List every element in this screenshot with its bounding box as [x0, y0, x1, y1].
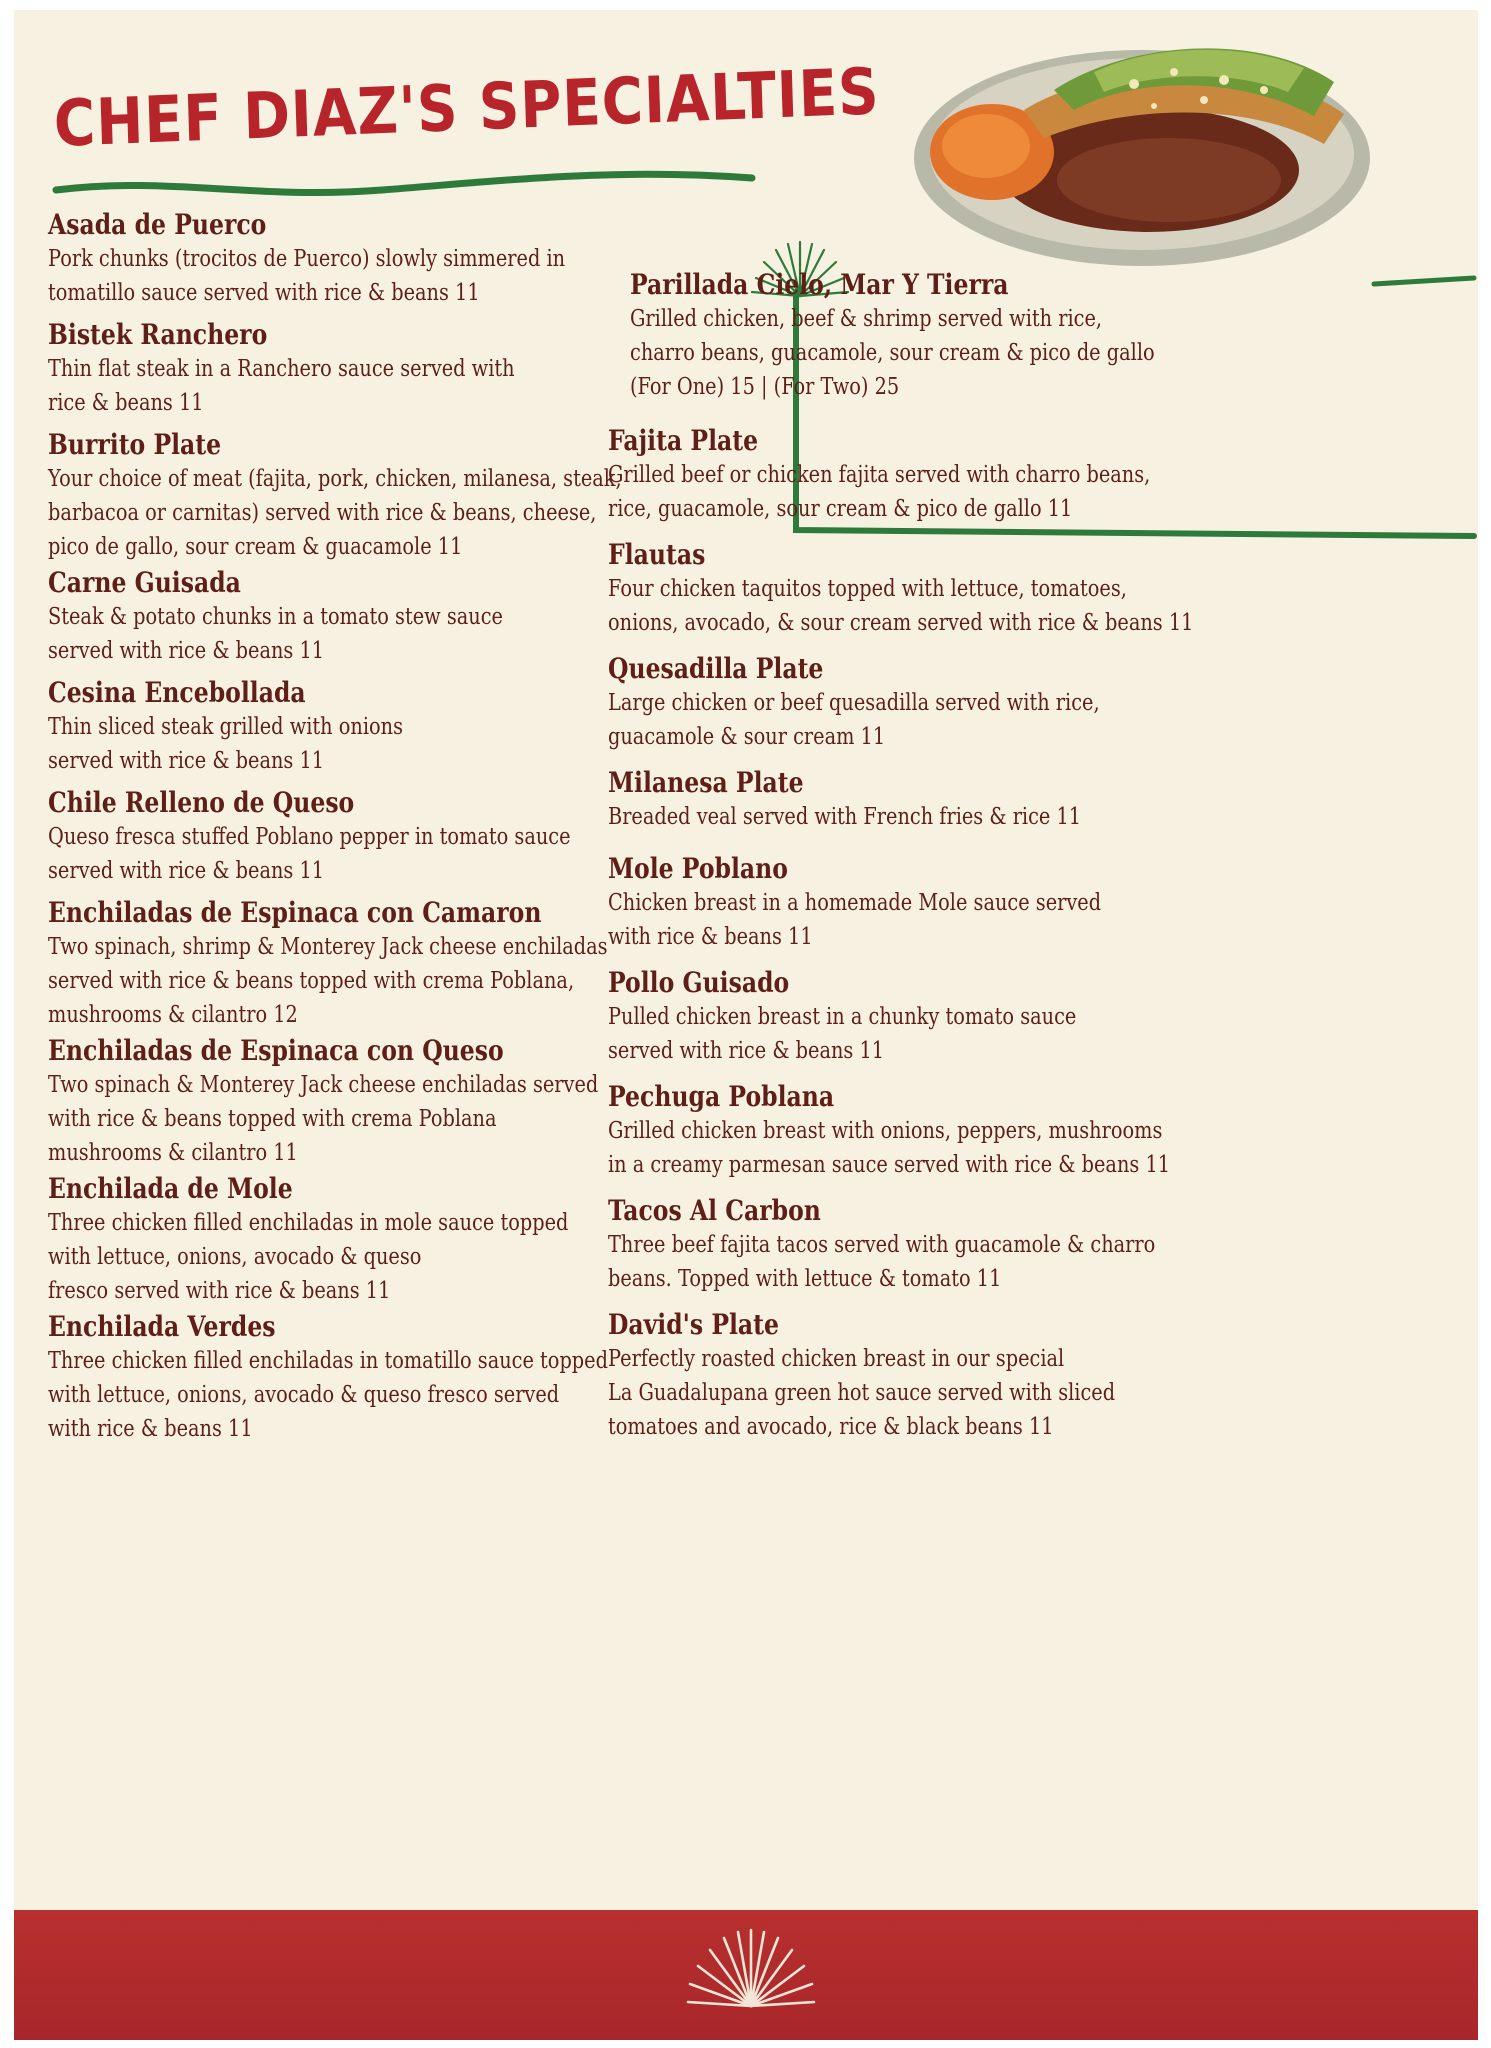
description-line: with rice & beans 11 — [608, 924, 813, 950]
description-line: Perfectly roasted chicken breast in our special — [608, 1346, 1065, 1372]
menu-item-name: Chile Relleno de Queso — [48, 786, 355, 819]
menu-item-description — [48, 930, 619, 1032]
page-title: CHEF DIAZ'S SPECIALTIES — [52, 55, 881, 162]
menu-item-name: Parillada Cielo, Mar Y Tierra — [630, 268, 1009, 301]
description-line: Your choice of meat (fajita, pork, chicken, milanesa, steak, — [48, 466, 622, 492]
description-line: mushrooms & cilantro 11 — [48, 1140, 298, 1166]
menu-item-description — [48, 1344, 619, 1446]
description-line: rice, guacamole, sour cream & pico de gallo 11 — [608, 496, 1073, 522]
menu-item-name: David's Plate — [608, 1308, 780, 1341]
menu-item-description — [48, 1206, 619, 1308]
description-line: served with rice & beans 11 — [608, 1038, 885, 1064]
description-line: Pork chunks (trocitos de Puerco) slowly simmered in — [48, 246, 566, 272]
description-line: served with rice & beans 11 — [48, 858, 325, 884]
menu-item-name: Enchilada de Mole — [48, 1172, 293, 1205]
description-line: served with rice & beans 11 — [48, 748, 325, 774]
description-line: Steak & potato chunks in a tomato stew sauce — [48, 604, 503, 630]
menu-item-name: Mole Poblano — [608, 852, 788, 885]
menu-item-name: Bistek Ranchero — [48, 318, 268, 351]
menu-item-description — [608, 800, 1196, 834]
description-line: rice & beans 11 — [48, 390, 204, 416]
menu-item-description — [48, 600, 619, 668]
description-line: mushrooms & cilantro 12 — [48, 1002, 298, 1028]
description-line: served with rice & beans 11 — [48, 638, 325, 664]
description-line: Thin flat steak in a Ranchero sauce served with — [48, 356, 515, 382]
description-line: Three beef fajita tacos served with guacamole & charro — [608, 1232, 1156, 1258]
menu-item-name: Pechuga Poblana — [608, 1080, 835, 1113]
menu-item-milanesa-plate — [608, 766, 1308, 834]
description-line: (For One) 15 | (For Two) 25 — [630, 374, 900, 400]
description-line: Breaded veal served with French fries & rice 11 — [608, 804, 1082, 830]
menu-item-name: Enchiladas de Espinaca con Camaron — [48, 896, 542, 929]
menu-item-description — [608, 1000, 1196, 1068]
menu-item-parillada-cielo-mar-y-tierra — [630, 268, 1310, 404]
menu-item-name: Quesadilla Plate — [608, 652, 824, 685]
description-line: Three chicken filled enchiladas in mole sauce topped — [48, 1210, 569, 1236]
description-line: beans. Topped with lettuce & tomato 11 — [608, 1266, 1002, 1292]
description-line: with rice & beans 11 — [48, 1416, 253, 1442]
menu-item-description — [48, 710, 619, 778]
description-line: Large chicken or beef quesadilla served with rice, — [608, 690, 1100, 716]
menu-item-quesadilla-plate — [608, 652, 1308, 754]
description-line: tomatoes and avocado, rice & black beans 11 — [608, 1414, 1054, 1440]
menu-item-fajita-plate — [608, 424, 1308, 526]
description-line: Two spinach, shrimp & Monterey Jack cheese enchiladas — [48, 934, 608, 960]
plated-enchilada-photo — [904, 20, 1384, 280]
description-line: Four chicken taquitos topped with lettuce, tomatoes, — [608, 576, 1127, 602]
menu-page — [14, 10, 1478, 2040]
menu-item-description — [48, 1068, 619, 1170]
menu-item-name: Burrito Plate — [48, 428, 222, 461]
menu-item-description — [608, 1228, 1196, 1296]
menu-item-description — [48, 462, 622, 564]
title-underline-swoosh — [52, 160, 772, 210]
menu-item-description — [48, 242, 619, 310]
menu-item-asada-de-puerco — [48, 208, 728, 310]
description-line: pico de gallo, sour cream & guacamole 11 — [48, 534, 463, 560]
menu-item-description — [48, 820, 619, 888]
menu-item-flautas — [608, 538, 1308, 640]
description-line: Three chicken filled enchiladas in tomatillo sauce topped — [48, 1348, 608, 1374]
description-line: served with rice & beans topped with crema Poblana, — [48, 968, 575, 994]
menu-item-description — [608, 572, 1196, 640]
menu-item-name: Fajita Plate — [608, 424, 759, 457]
description-line: in a creamy parmesan sauce served with rice & beans 11 — [608, 1152, 1171, 1178]
description-line: Queso fresca stuffed Poblano pepper in tomato sauce — [48, 824, 571, 850]
menu-item-name: Enchiladas de Espinaca con Queso — [48, 1034, 504, 1067]
menu-item-pollo-guisado — [608, 966, 1308, 1068]
description-line: tomatillo sauce served with rice & beans 11 — [48, 280, 480, 306]
description-line: with rice & beans topped with crema Poblana — [48, 1106, 497, 1132]
menu-item-name: Pollo Guisado — [608, 966, 790, 999]
menu-item-description — [630, 302, 1201, 404]
description-line: Two spinach & Monterey Jack cheese enchiladas served — [48, 1072, 599, 1098]
menu-item-name: Carne Guisada — [48, 566, 241, 599]
menu-item-description — [48, 352, 619, 420]
description-line: Grilled chicken, beef & shrimp served with rice, — [630, 306, 1103, 332]
agave-icon — [686, 1922, 816, 2010]
description-line: with lettuce, onions, avocado & queso fresco served — [48, 1382, 560, 1408]
menu-item-david-s-plate — [608, 1308, 1308, 1444]
menu-item-description — [608, 686, 1196, 754]
menu-item-name: Enchilada Verdes — [48, 1310, 276, 1343]
menu-item-description — [608, 458, 1196, 526]
menu-item-tacos-al-carbon — [608, 1194, 1308, 1296]
description-line: Chicken breast in a homemade Mole sauce served — [608, 890, 1102, 916]
description-line: fresco served with rice & beans 11 — [48, 1278, 391, 1304]
menu-item-mole-poblano — [608, 852, 1308, 954]
menu-item-name: Asada de Puerco — [48, 208, 267, 241]
menu-item-name: Tacos Al Carbon — [608, 1194, 821, 1227]
description-line: guacamole & sour cream 11 — [608, 724, 886, 750]
description-line: Grilled chicken breast with onions, peppers, mushrooms — [608, 1118, 1163, 1144]
menu-item-name: Flautas — [608, 538, 706, 571]
description-line: barbacoa or carnitas) served with rice & beans, cheese, — [48, 500, 597, 526]
description-line: charro beans, guacamole, sour cream & pico de gallo — [630, 340, 1155, 366]
menu-item-name: Cesina Encebollada — [48, 676, 306, 709]
menu-item-description — [608, 1114, 1196, 1182]
menu-item-name: Milanesa Plate — [608, 766, 804, 799]
description-line: Grilled beef or chicken fajita served with charro beans, — [608, 462, 1151, 488]
description-line: onions, avocado, & sour cream served with rice & beans 11 — [608, 610, 1194, 636]
description-line: with lettuce, onions, avocado & queso — [48, 1244, 422, 1270]
menu-item-pechuga-poblana — [608, 1080, 1308, 1182]
menu-item-description — [608, 886, 1196, 954]
description-line: Thin sliced steak grilled with onions — [48, 714, 404, 740]
menu-item-description — [608, 1342, 1196, 1444]
menu-item-bistek-ranchero — [48, 318, 728, 420]
description-line: La Guadalupana green hot sauce served with sliced — [608, 1380, 1116, 1406]
description-line: Pulled chicken breast in a chunky tomato sauce — [608, 1004, 1077, 1030]
